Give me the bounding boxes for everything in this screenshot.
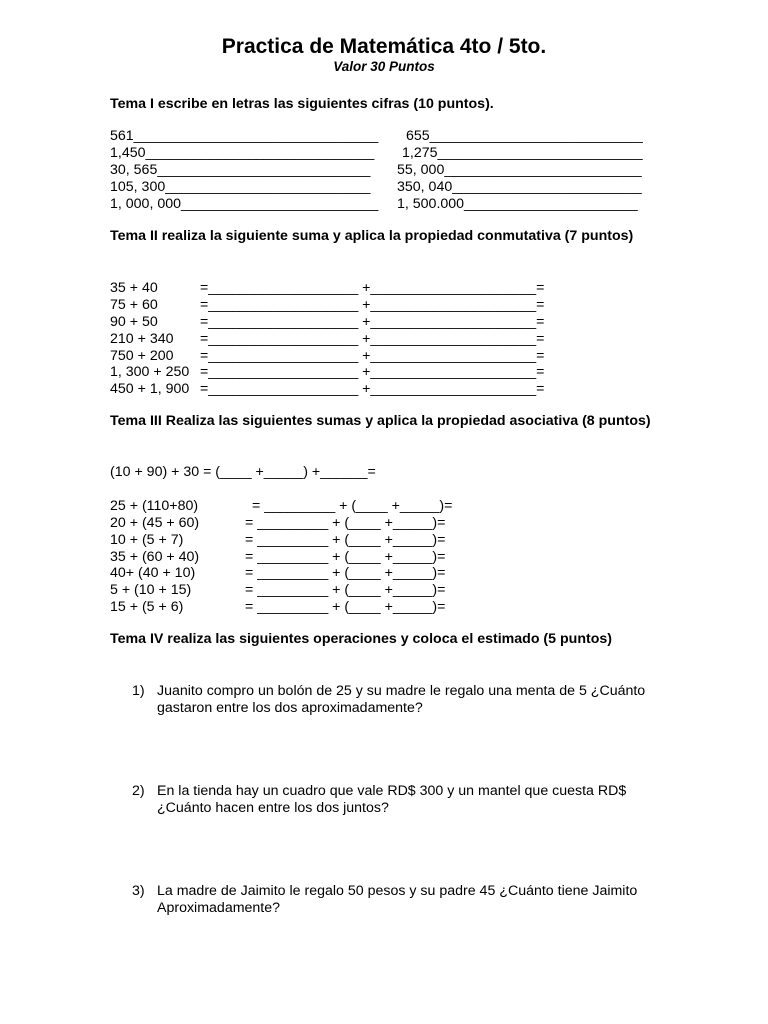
page-title: Practica de Matemática 4to / 5to.	[221, 35, 547, 58]
tema-3-example: (10 + 90) + 30 = (____ +_____) +______=	[110, 464, 376, 480]
tema-3-heading: Tema III Realiza las siguientes sumas y aplica la propiedad asociativa (8 puntos)	[110, 413, 651, 429]
tema-1-right-row: 350, 040________________________	[397, 179, 642, 195]
tema-2-expression: 35 + 40	[110, 280, 158, 296]
tema-3-expression: 15 + (5 + 6)	[110, 599, 184, 615]
tema-2-expression: 450 + 1, 900	[110, 381, 190, 397]
tema-2-answer-blank: =___________________ +_____________________=	[200, 297, 545, 313]
tema-1-right-row: 55, 000_________________________	[397, 162, 642, 178]
tema-1-right-row: 655___________________________	[406, 128, 643, 144]
tema-3-answer-blank: = _________ + (____ +_____)=	[245, 515, 446, 531]
tema-3-answer-blank: = _________ + (____ +_____)=	[245, 549, 446, 565]
tema-3-answer-blank: = _________ + (____ +_____)=	[252, 498, 453, 514]
tema-3-answer-blank: = _________ + (____ +_____)=	[245, 599, 446, 615]
tema-1-left-row: 1,450_____________________________	[110, 145, 375, 161]
tema-3-expression: 20 + (45 + 60)	[110, 515, 200, 531]
tema-1-left-row: 105, 300__________________________	[110, 179, 371, 195]
tema-2-answer-blank: =___________________ +_____________________=	[200, 364, 545, 380]
tema-2-expression: 90 + 50	[110, 314, 158, 330]
page-subtitle: Valor 30 Puntos	[333, 59, 435, 74]
tema-2-expression: 1, 300 + 250	[110, 364, 190, 380]
tema-1-left-row: 30, 565___________________________	[110, 162, 371, 178]
question-text: Juanito compro un bolón de 25 y su madre le regalo una menta de 5 ¿Cuánto gastaron entre los dos aproximadamente?	[157, 683, 646, 716]
tema-3-expression: 5 + (10 + 15)	[110, 582, 192, 598]
tema-2-expression: 75 + 60	[110, 297, 158, 313]
tema-2-heading: Tema II realiza la siguiente suma y aplica la propiedad conmutativa (7 puntos)	[110, 228, 634, 244]
tema-2-answer-blank: =___________________ +_____________________=	[200, 331, 545, 347]
tema-3-expression: 40+ (40 + 10)	[110, 565, 196, 581]
tema-4-heading: Tema IV realiza las siguientes operaciones y coloca el estimado (5 puntos)	[110, 631, 612, 647]
tema-1-heading: Tema I escribe en letras las siguientes cifras (10 puntos).	[110, 96, 494, 112]
tema-3-expression: 10 + (5 + 7)	[110, 532, 184, 548]
tema-3-answer-blank: = _________ + (____ +_____)=	[245, 532, 446, 548]
tema-1-left-row: 1, 000, 000_________________________	[110, 196, 379, 212]
tema-1-left-row: 561_______________________________	[110, 128, 379, 144]
tema-2-answer-blank: =___________________ +_____________________=	[200, 348, 545, 364]
tema-3-expression: 25 + (110+80)	[110, 498, 199, 514]
tema-2-expression: 210 + 340	[110, 331, 174, 347]
question-text: La madre de Jaimito le regalo 50 pesos y su padre 45 ¿Cuánto tiene Jaimito Aproximadamente?	[157, 883, 638, 916]
question-number: 1)	[132, 683, 145, 699]
tema-1-right-row: 1, 500.000______________________	[397, 196, 638, 212]
tema-2-expression: 750 + 200	[110, 348, 174, 364]
tema-2-answer-blank: =___________________ +_____________________=	[200, 280, 545, 296]
tema-2-answer-blank: =___________________ +_____________________=	[200, 381, 545, 397]
tema-2-answer-blank: =___________________ +_____________________=	[200, 314, 545, 330]
question-text: En la tienda hay un cuadro que vale RD$ 300 y un mantel que cuesta RD$ ¿Cuánto hacen entre los dos juntos?	[157, 783, 627, 816]
question-number: 3)	[132, 883, 145, 899]
tema-3-answer-blank: = _________ + (____ +_____)=	[245, 582, 446, 598]
tema-3-expression: 35 + (60 + 40)	[110, 549, 200, 565]
tema-3-answer-blank: = _________ + (____ +_____)=	[245, 565, 446, 581]
question-number: 2)	[132, 783, 145, 799]
tema-1-right-row: 1,275__________________________	[402, 145, 643, 161]
